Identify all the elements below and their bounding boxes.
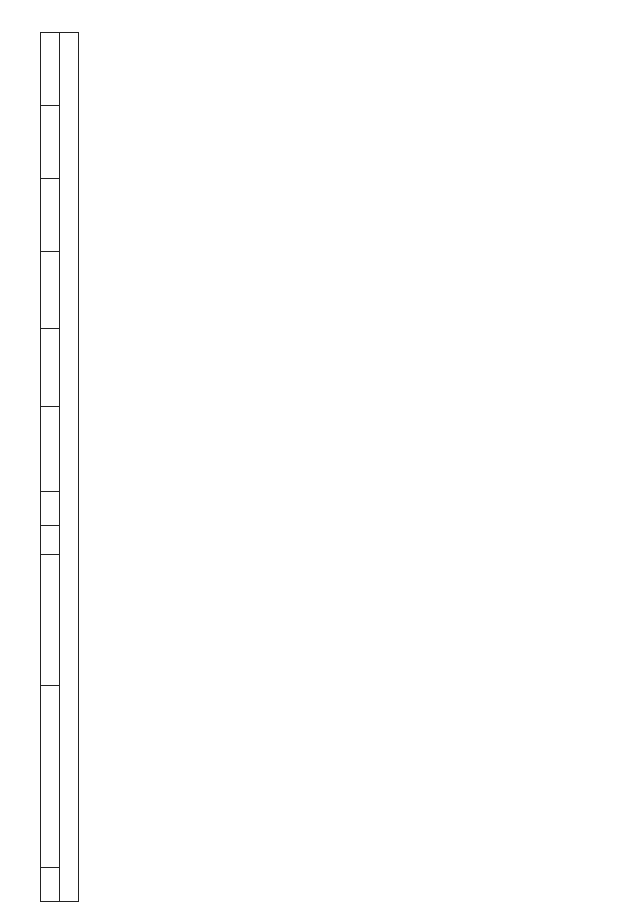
header-cell bbox=[41, 685, 60, 867]
header-cell bbox=[41, 329, 60, 407]
program-table-wrapper bbox=[40, 32, 600, 902]
program-table bbox=[40, 32, 79, 902]
header-cell bbox=[41, 554, 60, 685]
header-cell bbox=[41, 251, 60, 329]
header-cell bbox=[41, 525, 60, 554]
header-cell bbox=[41, 178, 60, 251]
header-cell bbox=[41, 33, 60, 106]
section-title bbox=[60, 33, 79, 902]
rotated-table-area bbox=[40, 32, 600, 902]
header-cell bbox=[41, 105, 60, 178]
header-cell bbox=[41, 868, 60, 902]
header-cell bbox=[41, 406, 60, 491]
section-row bbox=[60, 33, 79, 902]
header-row bbox=[41, 33, 60, 902]
header-cell bbox=[41, 491, 60, 525]
